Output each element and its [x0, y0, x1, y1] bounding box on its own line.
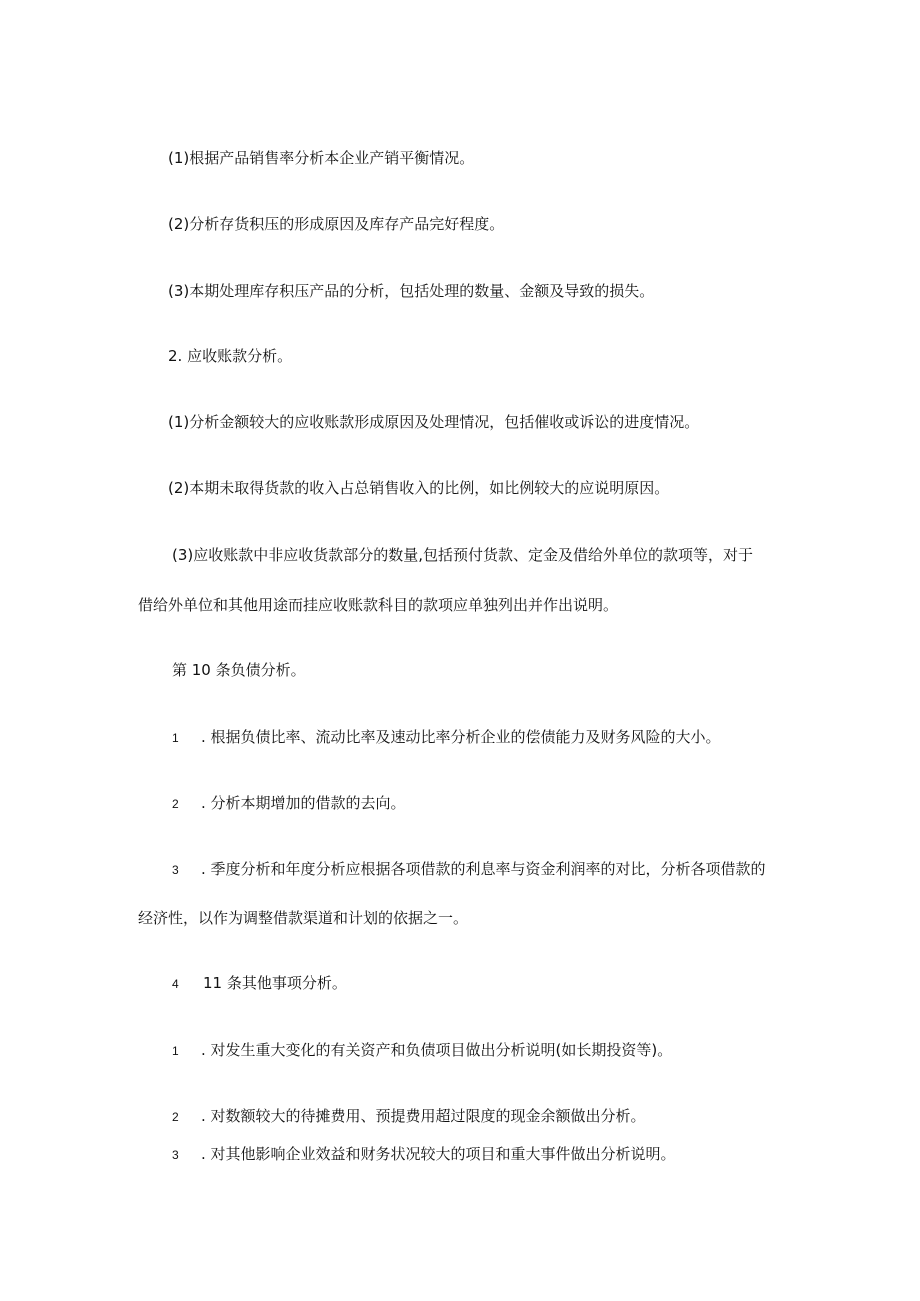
paragraph-2-2: (2)本期未取得货款的收入占总销售收入的比例，如比例较大的应说明原因。	[168, 479, 670, 497]
paragraph-2-3-continued: 借给外单位和其他用途而挂应收账款科目的款项应单独列出并作出说明。	[138, 596, 619, 614]
list-item-10-2	[172, 793, 406, 814]
list-item-11-3	[172, 1144, 676, 1165]
article-text: 11 条其他事项分析。	[203, 974, 347, 992]
list-text: . 季度分析和年度分析应根据各项借款的利息率与资金利润率的对比，分析各项借款的	[201, 860, 766, 878]
list-number: 1	[172, 1044, 179, 1058]
list-item-10-3-continued: 经济性，以作为调整借款渠道和计划的依据之一。	[138, 909, 469, 927]
list-number: 2	[172, 1110, 179, 1124]
paragraph-2-3: (3)应收账款中非应收货款部分的数量,包括预付货款、定金及借给外单位的款项等，对于	[172, 546, 754, 564]
list-number: 1	[172, 731, 179, 745]
list-item-11-2	[172, 1106, 646, 1127]
list-number: 3	[172, 863, 179, 877]
section-receivables-heading: 2. 应收账款分析。	[168, 347, 293, 365]
list-text: . 对发生重大变化的有关资产和负债项目做出分析说明(如长期投资等)。	[201, 1041, 673, 1059]
paragraph-1-2: (2)分析存货积压的形成原因及库存产品完好程度。	[168, 215, 505, 233]
list-number: 4	[172, 977, 179, 991]
list-text: . 对其他影响企业效益和财务状况较大的项目和重大事件做出分析说明。	[201, 1145, 676, 1163]
article-11-heading	[172, 973, 347, 994]
list-text: . 根据负债比率、流动比率及速动比率分析企业的偿债能力及财务风险的大小。	[201, 728, 721, 746]
list-text: . 分析本期增加的借款的去向。	[201, 794, 406, 812]
paragraph-1-1: (1)根据产品销售率分析本企业产销平衡情况。	[168, 149, 475, 167]
list-number: 2	[172, 797, 179, 811]
list-number: 3	[172, 1148, 179, 1162]
list-item-10-3	[172, 859, 766, 880]
list-text: . 对数额较大的待摊费用、预提费用超过限度的现金余额做出分析。	[201, 1107, 646, 1125]
list-item-10-1	[172, 727, 721, 748]
paragraph-2-1: (1)分析金额较大的应收账款形成原因及处理情况，包括催收或诉讼的进度情况。	[168, 413, 700, 431]
article-10-heading: 第 10 条负债分析。	[172, 661, 306, 679]
list-item-11-1	[172, 1040, 672, 1061]
paragraph-1-3: (3)本期处理库存积压产品的分析，包括处理的数量、金额及导致的损失。	[168, 282, 655, 300]
